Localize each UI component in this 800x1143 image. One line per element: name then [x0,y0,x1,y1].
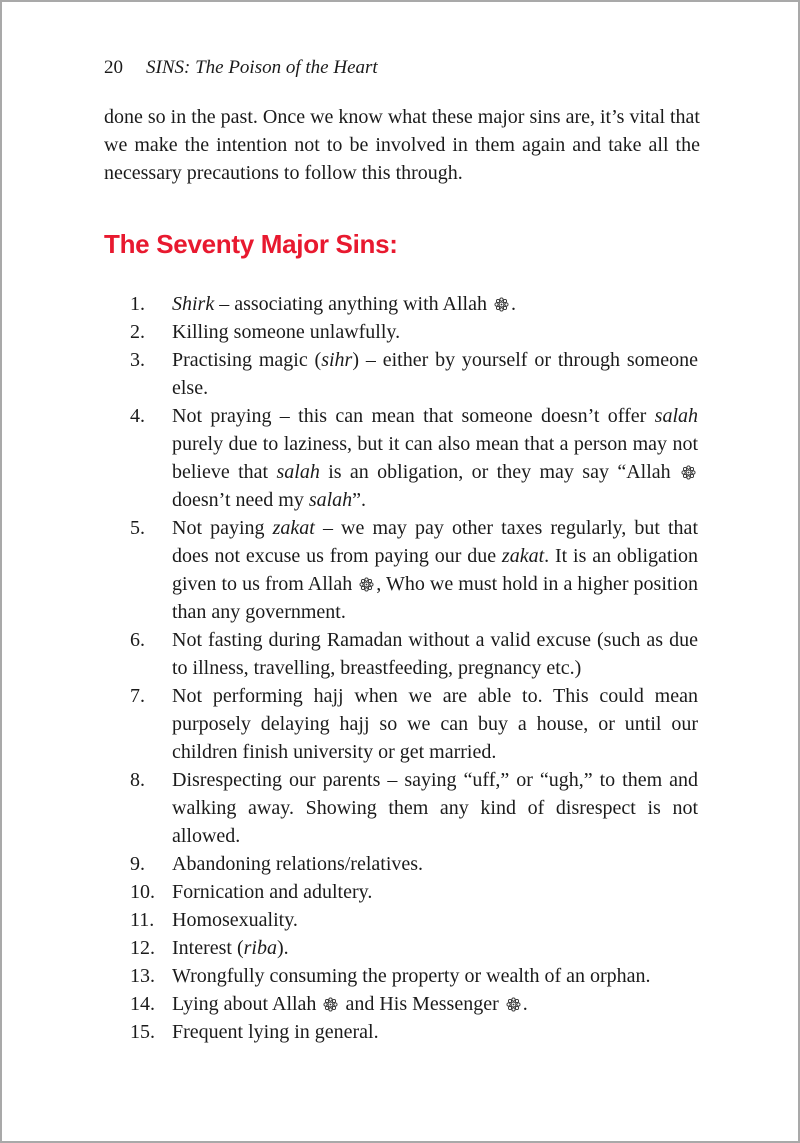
text-segment: Abandoning relations/relatives. [172,853,424,875]
text-segment: Fornication and adultery. [172,881,373,903]
list-item-text [172,962,698,990]
list-item-text [172,906,698,934]
text-segment: Frequent lying in general. [172,1021,379,1043]
text-segment: Wrongfully consuming the property or wealth of an orphan. [172,965,651,987]
list-item-number: 13. [130,965,155,987]
list-item-number: 12. [130,937,155,959]
list-item [104,626,698,682]
text-segment: ”. [352,489,367,511]
list-item-text [172,402,698,514]
list-item [104,990,698,1018]
text-segment: Killing someone unlawfully. [172,321,401,343]
text-segment: Practising magic ( [172,349,322,371]
text-segment: Not praying – this can mean that someone doesn’t offer [172,405,655,427]
text-segment: ) – either by yourself or through someone else. [172,349,698,399]
list-item [104,290,698,318]
italic-term: salah [654,405,698,427]
italic-term: riba [243,937,277,959]
list-item-text [172,850,698,878]
list-item [104,878,698,906]
text-segment: Not paying [172,517,273,539]
text-segment: doesn’t need my [172,489,309,511]
list-item-text [172,878,698,906]
list-item-number: 6. [130,629,145,651]
list-item-text [172,318,698,346]
honorific-allah-icon [492,290,511,318]
italic-term: salah [308,489,353,511]
text-segment: – associating anything with Allah [214,293,492,315]
list-item [104,318,698,346]
list-item [104,402,698,514]
list-item-text [172,1018,698,1046]
running-header [104,56,698,80]
section-heading: The Seventy Major Sins: [104,229,398,259]
honorific-allah-icon [357,570,376,598]
list-item-text [172,290,698,318]
list-item-number: 15. [130,1021,155,1043]
list-item [104,514,698,626]
list-item [104,1018,698,1046]
text-segment: Not fasting during Ramadan without a valid excuse (such as due to illness, travelling, breastfeeding, pregnancy etc.) [172,629,698,679]
list-item-number: 4. [130,405,145,427]
list-item-number: 1. [130,293,145,315]
book-title: SINS: The Poison of the Heart [146,57,378,78]
text-segment: is an obligation, or they may say “Allah [319,461,679,483]
list-item-number: 11. [130,909,155,931]
italic-term: Shirk [172,293,215,315]
text-segment: , Who we must hold in a higher position than any government. [172,573,698,623]
text-segment: Lying about Allah [172,993,322,1015]
list-item-number: 3. [130,349,145,371]
italic-term: zakat [501,545,545,567]
list-item-text [172,514,698,626]
list-item [104,962,698,990]
honorific-allah-icon [679,458,698,486]
list-item-text [172,346,698,402]
list-item-text [172,626,698,682]
page-number: 20 [104,57,123,78]
list-item-number: 10. [130,881,155,903]
text-segment: . [522,993,528,1015]
list-item-number: 14. [130,993,155,1015]
list-item [104,766,698,850]
text-segment: Homosexuality. [172,909,298,931]
text-segment: Disrespecting our parents – saying “uff,” or “ugh,” to them and walking away. Showing them any kind of disrespect is not allowed. [172,769,698,847]
text-segment: Interest ( [172,937,244,959]
text-segment: ). [276,937,289,959]
list-item-text [172,990,698,1018]
honorific-messenger-icon [504,990,523,1018]
list-item-number: 7. [130,685,145,707]
list-item-text [172,766,698,850]
text-segment: and His Messenger [340,993,504,1015]
list-item [104,906,698,934]
text-segment: . It is an obligation given to us from Allah [172,545,699,595]
text-segment: Not performing hajj when we are able to. This could mean purposely delaying hajj so we can buy a house, or until our children finish university or get married. [172,685,698,763]
list-item [104,934,698,962]
honorific-allah-icon [321,990,340,1018]
list-item-number: 8. [130,769,145,791]
list-item-text [172,934,698,962]
list-item-number: 9. [130,853,145,875]
list-item [104,346,698,402]
intro-paragraph: done so in the past. Once we know what these major sins are, it’s vital that we make the intention not to be involved in them again and take all the necessary precautions to follow this through. [104,106,700,184]
text-segment: . [510,293,516,315]
italic-term: sihr [321,349,353,371]
italic-term: salah [276,461,320,483]
italic-term: zakat [272,517,315,539]
list-item-number: 2. [130,321,145,343]
text-segment: – we may pay other taxes regularly, but that does not excuse us from paying our due [172,517,698,567]
list-item [104,850,698,878]
list-item-number: 5. [130,517,145,539]
list-item [104,682,698,766]
list-item-text [172,682,698,766]
text-segment: purely due to laziness, but it can also mean that a person may not believe that [172,433,698,483]
sins-list [104,290,698,1046]
